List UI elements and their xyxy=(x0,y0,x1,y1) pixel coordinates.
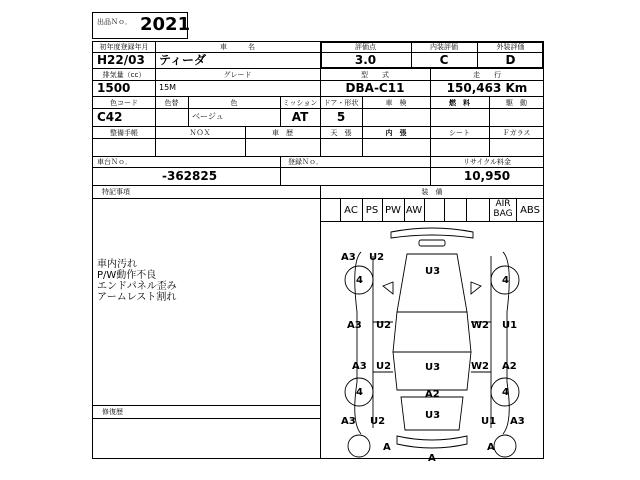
seat-label: シート xyxy=(449,129,470,137)
interior-grade: C xyxy=(439,53,449,67)
note-line-1: 車内汚れ xyxy=(97,259,137,270)
car-name: ティーダ xyxy=(159,53,207,67)
history-label: 車 歴 xyxy=(272,129,293,137)
displacement-label: 排気量（cc） xyxy=(102,71,146,79)
color: ベージュ xyxy=(192,112,224,121)
grade-label: グレード xyxy=(223,71,252,79)
maintenance-book-label: 整備手帳 xyxy=(110,129,138,137)
listing-number-label: 出品Ｎｏ． xyxy=(97,18,132,26)
mark-rear-right-w2: W2 xyxy=(471,361,489,372)
doors-label: ドア・形状 xyxy=(323,99,359,107)
mark-bumper-right: A xyxy=(487,442,495,453)
mark-rear-right-a2: A2 xyxy=(502,361,517,372)
fuel-label: 燃 料 xyxy=(449,99,470,107)
color-change-label: 色替 xyxy=(164,99,179,107)
interior-grade-label: 内装評価 xyxy=(430,43,458,51)
recycle-fee: 10,950 xyxy=(463,169,511,183)
color-code-label: 色コード xyxy=(110,99,138,107)
model-code-label: 型 式 xyxy=(361,71,389,79)
mileage: 150,463 Km xyxy=(446,81,528,95)
transmission: AT xyxy=(291,110,309,124)
mark-front-left-a3: A3 xyxy=(341,252,356,263)
mark-back-left-u2: U2 xyxy=(370,416,386,427)
mark-roof-u3: U3 xyxy=(425,266,441,277)
mark-back-right-a3: A3 xyxy=(510,416,525,427)
exterior-grade: D xyxy=(505,53,516,67)
special-notes-label: 特記事項 xyxy=(102,188,130,196)
mark-back-right-u1: U1 xyxy=(481,416,497,427)
mark-rear-left-u2: U2 xyxy=(376,361,392,372)
registration-date: H22/03 xyxy=(97,53,145,67)
mark-right-u1: U1 xyxy=(502,320,518,331)
recycle-fee-label: リサイクル料金 xyxy=(462,158,512,166)
score-label: 評価点 xyxy=(355,43,376,51)
mark-center-u3: U3 xyxy=(425,362,441,373)
mark-bumper-center: A xyxy=(428,453,436,464)
nox-label: ＮＯＸ xyxy=(189,129,211,137)
mark-wheel-front-right: 4 xyxy=(502,275,509,286)
equip-airbag: AIR BAG xyxy=(493,199,513,219)
mark-back-left-a3: A3 xyxy=(341,416,356,427)
mark-left-a3: A3 xyxy=(347,320,362,331)
mark-center-a2: A2 xyxy=(425,389,440,400)
registration-number-label: 登録Ｎｏ． xyxy=(288,158,323,166)
color-code: C42 xyxy=(97,110,123,124)
displacement: 1500 xyxy=(97,81,131,95)
equip-aw: AW xyxy=(405,205,423,216)
mileage-label: 走 行 xyxy=(473,71,501,79)
grade: 15M xyxy=(159,83,177,92)
interior-lining-label: 内 張 xyxy=(385,129,407,137)
transmission-label: ミッション xyxy=(282,99,318,107)
listing-number: 2021 xyxy=(140,14,191,35)
chassis-number: -362825 xyxy=(162,169,218,183)
exterior-grade-label: 外装評価 xyxy=(496,43,525,51)
equip-ps: PS xyxy=(365,205,379,216)
note-line-3: エンドパネル歪み xyxy=(97,281,177,292)
mark-front-left-u2: U2 xyxy=(369,252,385,263)
color-label: 色 xyxy=(230,99,238,107)
score: 3.0 xyxy=(354,53,377,67)
registration-date-label: 初年度登録年月 xyxy=(99,43,149,51)
mark-right-w2: W2 xyxy=(471,320,489,331)
equip-abs: ABS xyxy=(520,205,540,216)
mark-rear-left-a3: A3 xyxy=(352,361,367,372)
mark-left-u2: U2 xyxy=(376,320,392,331)
mark-wheel-front-left: 4 xyxy=(356,275,363,286)
front-glass-label: Ｆガラス xyxy=(502,129,531,137)
mark-bumper-left: A xyxy=(383,442,391,453)
chassis-number-label: 車台Ｎｏ． xyxy=(97,158,132,166)
equip-pw: PW xyxy=(385,205,401,216)
equipment-label: 装 備 xyxy=(421,188,443,196)
mark-wheel-rear-right: 4 xyxy=(502,387,509,398)
car-name-label: 車 名 xyxy=(220,43,255,51)
equip-ac: AC xyxy=(344,205,358,216)
doors: 5 xyxy=(336,110,346,124)
note-line-4: アームレスト割れ xyxy=(97,292,177,303)
repair-history-label: 修復歴 xyxy=(102,408,123,416)
inspection-label: 車 検 xyxy=(385,99,407,107)
roof-lining-label: 天 張 xyxy=(330,129,352,137)
model-code: DBA-C11 xyxy=(345,81,405,95)
drive-label: 駆 動 xyxy=(506,99,527,107)
mark-wheel-rear-left: 4 xyxy=(356,387,363,398)
mark-back-u3: U3 xyxy=(425,410,441,421)
note-line-2: P/W動作不良 xyxy=(97,270,157,281)
